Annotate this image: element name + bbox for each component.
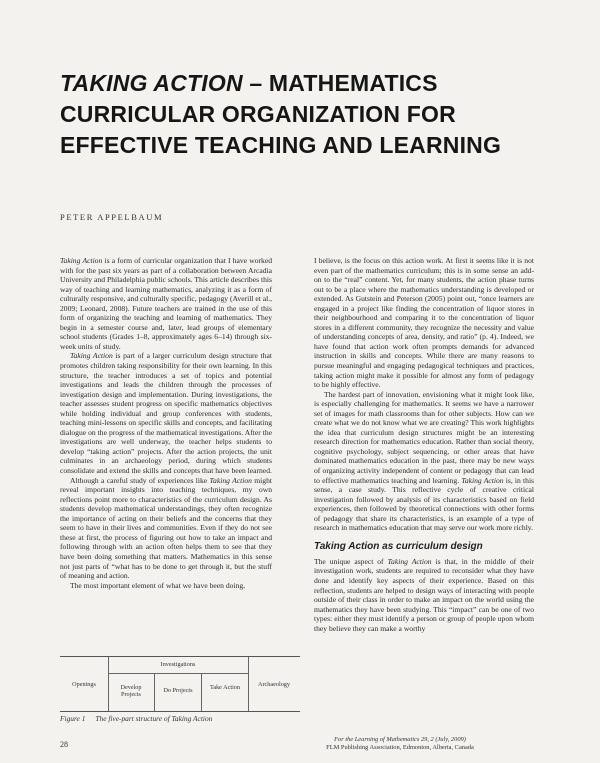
figure-diagram (60, 656, 300, 712)
title-line-1-rest: – MATHEMATICS (242, 70, 438, 96)
title-line-1 (60, 68, 560, 99)
emphasis: Taking Action (209, 475, 252, 485)
left-paragraph-2 (60, 351, 272, 475)
footer-publisher: FLM Publishing Association, Edmonton, Alberta, Canada (326, 744, 474, 751)
figure-divider (201, 673, 202, 711)
figure-cell-take-action: Take Action (210, 684, 240, 691)
paragraph-text: might reveal important insights into teaching techniques, my own reflections point more to characteristics of the curriculum design. As students develop mathematical understandings, they often recognize the importance of acting on their beliefs and the concerns that they seem to have in their lives and communities. Even if they do not see these at first, the process of figuring out how to take an impact and following through with an action often helps them to see that they have been doing something that matters. Mathematics in this sense not just parts of “what has to be done to get through it, but the stuff of meaning and action. (60, 475, 272, 581)
paragraph-text: Although a careful study of experiences like (70, 475, 210, 485)
figure-divider (154, 673, 155, 711)
emphasis: Taking Action (461, 475, 504, 485)
paragraph-text: The hardest part of innovation, envisioning what it might look like, is especially challenging for mathematics. It seems we have a narrower set of images for math classrooms than for other subjects. How can we create what we do not know what we are creating? This work highlights the idea that curriculum design structures might be an interesting research direction for mathematics education. Rather than social theory, cognitive psychology, subject sequencing, or other areas that have dominated mathematics education in the past, there may be new ways of organizing activity independent of content or pedagogy that can lead to effective mathematics teaching and learning. (314, 389, 534, 485)
figure-cell-develop-projects: Develop Projects (120, 684, 142, 698)
left-column (60, 256, 272, 590)
section-heading-emphasis: Taking Action (314, 540, 380, 552)
right-column (314, 256, 534, 633)
figure-caption-text: The five-part structure of Taking Action (95, 714, 213, 723)
section-heading (314, 541, 534, 553)
paragraph-text: is that, in the middle of their investigation work, students are required to reconsider what they have done and identify key aspects of their experience. Based on this reflection, students are helped to design ways of interacting with people outside of their class in order to make an impact on the world using the mathematics they have been studying. This “impact” can be one of two types: either they must identify a person or group of people upon whom they believe they can make a worthy (314, 556, 535, 633)
page-footer (250, 736, 550, 752)
right-paragraph-1: I believe, is the focus on this action work. At first it seems like it is not even part of the mathematics curriculum; this is in some sense an add-on to the “real” content. Yet, for many students, the action phase turns out to be a place where the mathematics understanding is developed or extended. As Gutstein and Peterson (2005) point out, “once learners are engaged in a project like finding the concentration of liquor stores in their neighbourhood and comparing it to the concentration of liquor stores in a different community, they recognize the necessity and value of understanding concepts of area, density, and ratio” (p. 4). Indeed, we have found that action work often prompts demands for advanced instruction in skills and concepts. While there are many reasons to pursue meaningful and engaging pedagogical techniques and practices, taking action might make it possible for almost any form of pedagogy to be highly effective. (314, 256, 534, 390)
title-line-2: CURRICULAR ORGANIZATION FOR (60, 101, 456, 127)
author-name: PETER APPELBAUM (60, 212, 164, 222)
figure-cell-do-projects: Do Projects (163, 687, 193, 694)
article-title (60, 68, 560, 161)
figure-caption (60, 714, 212, 723)
figure-header-investigations: Investigations (160, 661, 196, 668)
page-number: 28 (60, 740, 68, 749)
paragraph-text: is, in this sense, a case study. This reflective cycle of creative critical investigation followed by analysis of its characteristics based on field experiences, then followed by theoretical connections with other forms of pedagogy that share its characteristics, is an example of a type of research in mathematics education that may serve our work more richly. (314, 475, 535, 533)
figure-cell-openings: Openings (72, 681, 96, 688)
title-line-3: EFFECTIVE TEACHING AND LEARNING (60, 132, 502, 158)
right-paragraph-3 (314, 557, 534, 633)
paragraph-text: is a form of curricular organization that I have worked with for the past six years as part of a collaboration between Arcadia University and Philadelphia public schools. This article describes this way of teaching and learning mathematics, analyzing it as a form of culturally responsive, and culturally specific, pedagogy (Averill et al., 2009; Leonard, 2008). Future teachers are trained in the use of this form of organizing the teaching and learning of mathematics. They begin in a semester course and, later, lead groups of elementary school students (Grades 1–8, approximately ages 6–14) through six-week units of study. (60, 256, 273, 351)
left-paragraph-4: The most important element of what we have been doing, (70, 580, 246, 590)
figure-divider (108, 673, 248, 674)
emphasis: Taking Action (387, 556, 432, 566)
emphasis: Taking Action (70, 351, 113, 361)
section-heading-rest: as curriculum design (379, 540, 483, 552)
paragraph-text: The unique aspect of (314, 556, 388, 566)
right-paragraph-2 (314, 390, 534, 533)
title-italic-part: TAKING ACTION (60, 70, 243, 96)
paragraph-text: is part of a larger curriculum design structure that promotes children taking responsibility for their own learning. In this structure, the teacher introduces a set of topics and potential investigations and leads the children through the processes of investigation design and implementation. During investigations, the teacher assesses student progress on specific mathematics objectives while holding individual and group conferences with students, teaching mini-lessons on specific skills and concepts, and facilitating dialogue on the progress of the mathematical investigations. After the investigations are well underway, the teacher helps students to develop “taking action” projects. After the action projects, the unit culminates in an archaeology period, during which students consolidate and extend the skills and concepts that have been learned. (60, 351, 272, 476)
left-paragraph-1 (60, 256, 272, 351)
left-paragraph-3 (60, 476, 272, 581)
figure-label: Figure 1 (60, 714, 86, 723)
footer-journal: For the Learning of Mathematics 29, 2 (July, 2009) (334, 736, 466, 743)
figure-cell-archaeology: Archaeology (258, 681, 290, 688)
emphasis: Taking Action (60, 256, 103, 265)
